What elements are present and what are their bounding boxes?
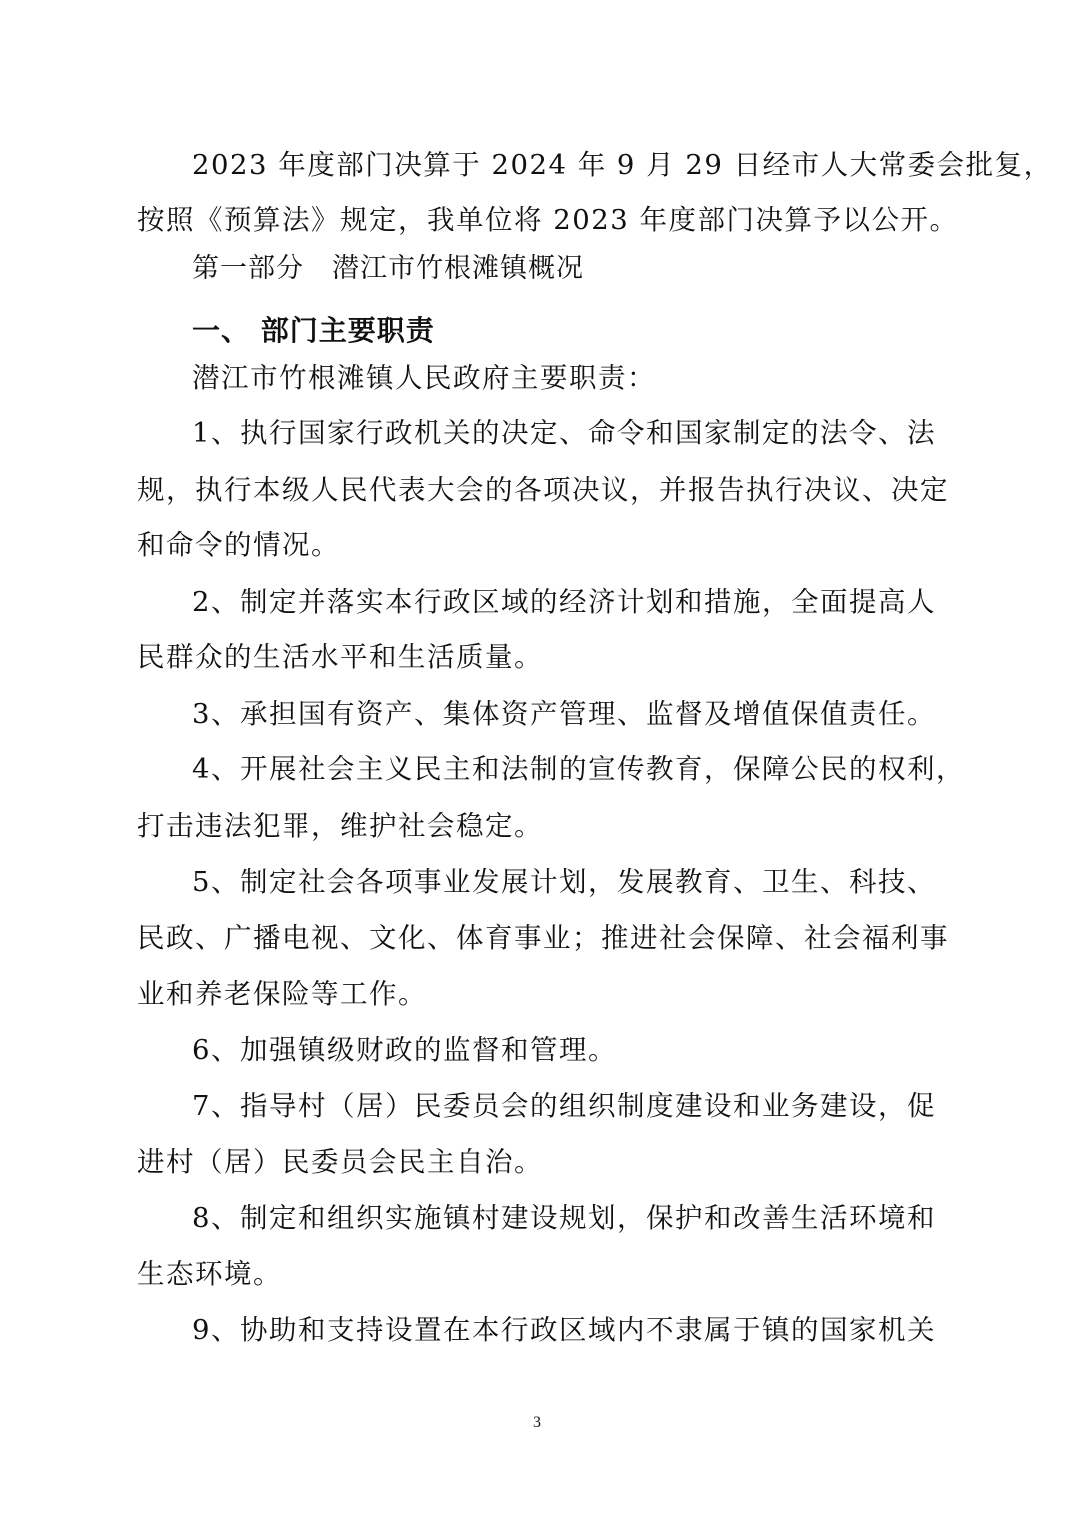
- duty-4-line-2: 打击违法犯罪，维护社会稳定。: [137, 810, 543, 842]
- part-heading: 第一部分 潜江市竹根滩镇概况: [192, 253, 584, 284]
- intro-line-2: 按照《预算法》规定，我单位将 2023 年度部门决算予以公开。: [137, 204, 959, 236]
- duty-2-line-2: 民群众的生活水平和生活质量。: [137, 641, 543, 673]
- duty-8-line-1: 8、制定和组织实施镇村建设规划，保护和改善生活环境和: [192, 1202, 936, 1234]
- duty-5-line-1: 5、制定社会各项事业发展计划，发展教育、卫生、科技、: [192, 866, 936, 898]
- page-number: 3: [533, 1414, 541, 1431]
- duty-9-line-1: 9、协助和支持设置在本行政区域内不隶属于镇的国家机关: [192, 1314, 936, 1346]
- duty-3-line-1: 3、承担国有资产、集体资产管理、监督及增值保值责任。: [192, 698, 936, 730]
- duty-6-line-1: 6、加强镇级财政的监督和管理。: [192, 1034, 617, 1066]
- duties-intro: 潜江市竹根滩镇人民政府主要职责：: [192, 362, 656, 394]
- duty-2-line-1: 2、制定并落实本行政区域的经济计划和措施，全面提高人: [192, 586, 936, 618]
- duty-7-line-2: 进村（居）民委员会民主自治。: [137, 1146, 543, 1178]
- duty-4-line-1: 4、开展社会主义民主和法制的宣传教育，保障公民的权利，: [192, 753, 965, 785]
- duty-8-line-2: 生态环境。: [137, 1258, 282, 1290]
- duty-1-line-2: 规，执行本级人民代表大会的各项决议，并报告执行决议、决定: [137, 474, 949, 506]
- duty-1-line-3: 和命令的情况。: [137, 529, 340, 561]
- section-heading: 一、 部门主要职责: [192, 314, 435, 347]
- duty-1-line-1: 1、执行国家行政机关的决定、命令和国家制定的法令、法: [192, 417, 936, 449]
- duty-5-line-2: 民政、广播电视、文化、体育事业；推进社会保障、社会福利事: [137, 922, 949, 954]
- duty-7-line-1: 7、指导村（居）民委员会的组织制度建设和业务建设，促: [192, 1090, 936, 1122]
- duty-5-line-3: 业和养老保险等工作。: [137, 978, 427, 1010]
- intro-line-1: 2023 年度部门决算于 2024 年 9 月 29 日经市人大常委会批复，: [192, 149, 1053, 181]
